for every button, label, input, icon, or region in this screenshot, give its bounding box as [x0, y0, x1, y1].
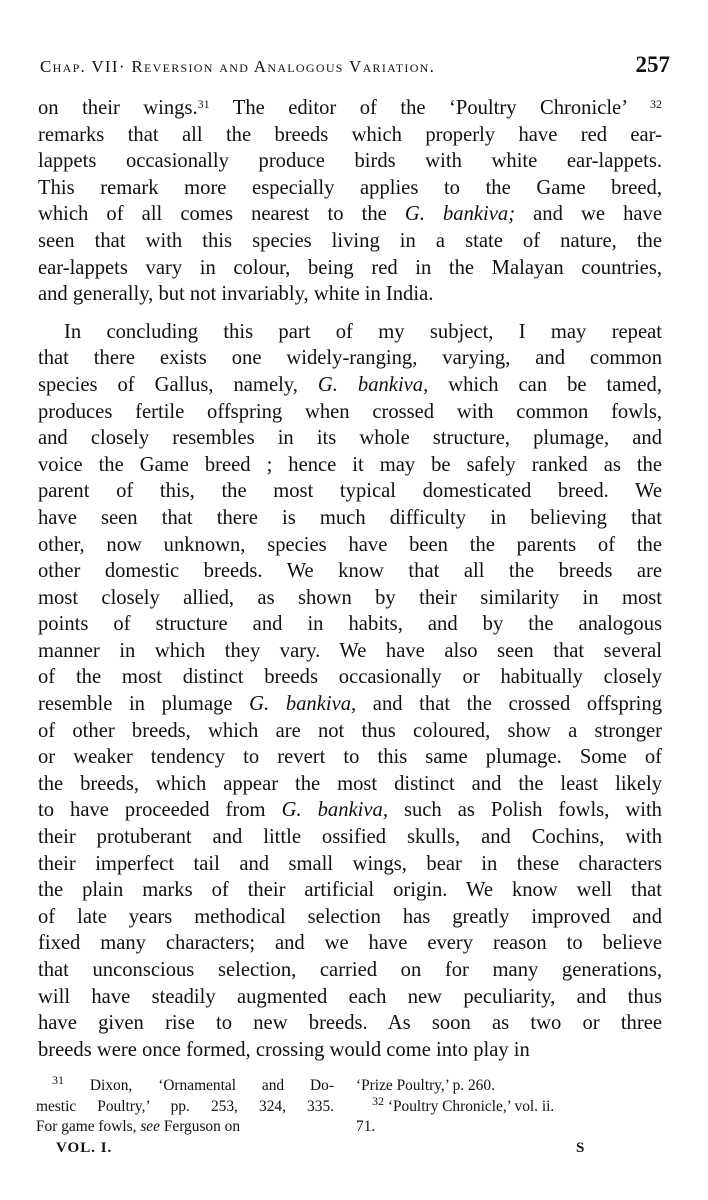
text-line [38, 585, 662, 612]
text-line [38, 452, 662, 479]
paragraph-gap [38, 308, 662, 319]
text-run: parent of this, the most typical domesticated breed. We [38, 480, 662, 503]
text-line [38, 228, 662, 255]
page-number: 257 [635, 52, 670, 77]
text-run: Ferguson on [159, 1118, 241, 1135]
text-run: seen that with this species living in a state of nature, the [38, 229, 662, 252]
text-line [38, 345, 662, 372]
text-run: In concluding this part of my subject, I may repeat [64, 320, 662, 343]
running-header [40, 52, 670, 86]
italic-text: see [140, 1118, 160, 1135]
text-line [38, 532, 662, 559]
italic-text: G. bankiva, [249, 693, 357, 716]
text-run: which of all comes nearest to the [38, 203, 405, 226]
text-run: mestic Poultry,’ pp. 253, 324, 335. [36, 1097, 334, 1115]
text-run: have seen that there is much difficulty in believing that [38, 506, 662, 529]
text-line [38, 664, 662, 691]
text-line [38, 1010, 662, 1037]
footnote-reference: 32 [372, 1096, 384, 1108]
text-run: such as Polish fowls, with [387, 799, 662, 822]
text-line [38, 122, 662, 149]
text-run: their imperfect tail and small wings, bear in these characters [38, 852, 662, 875]
text-line [38, 425, 662, 452]
text-run: This remark more especially applies to the Game breed, [38, 176, 662, 199]
text-run: breeds were once formed, crossing would come into play in [38, 1038, 530, 1061]
text-line [38, 1037, 662, 1064]
text-run: ‘Prize Poultry,’ p. 260. [356, 1077, 495, 1094]
text-line [38, 851, 662, 878]
text-line [38, 478, 662, 505]
text-run: species of Gallus, namely, [38, 373, 318, 396]
text-run: ‘Poultry Chronicle,’ vol. ii. [384, 1097, 555, 1115]
text-run: manner in which they vary. We have also seen that several [38, 639, 662, 662]
footnote-reference: 32 [650, 97, 662, 111]
text-run: most closely allied, as shown by their similarity in most [38, 586, 662, 609]
footnote-line [356, 1076, 644, 1097]
text-line [38, 148, 662, 175]
volume-signature: VOL. I. [56, 1140, 113, 1156]
text-line [38, 930, 662, 957]
text-run: to have proceeded from [38, 799, 282, 822]
text-line [38, 957, 662, 984]
text-run: that unconscious selection, carried on for many generations, [38, 959, 662, 981]
text-line [38, 558, 662, 585]
footnote-line [356, 1097, 644, 1118]
text-run: remarks that all the breeds which properly have red ear- [38, 123, 662, 146]
text-line [38, 984, 662, 1011]
text-run: lappets occasionally produce birds with white ear-lappets. [38, 150, 662, 173]
text-run: or weaker tendency to revert to this same plumage. Some of [38, 746, 662, 769]
text-run: which can be tamed, [428, 373, 662, 396]
text-run: of late years methodical selection has greatly improved and [38, 905, 662, 928]
footnote-reference: 31 [52, 1076, 64, 1087]
footnotes-left-column [36, 1076, 334, 1138]
text-run: ear-lappets vary in colour, being red in the Malayan countries, [38, 256, 662, 279]
text-line [38, 281, 662, 308]
text-line [38, 797, 662, 824]
text-line [38, 201, 662, 228]
footnote-line [356, 1117, 644, 1138]
text-run: 71. [356, 1118, 376, 1135]
text-run: points of structure and in habits, and by the analogous [38, 613, 662, 636]
text-run: For game fowls, [36, 1118, 141, 1135]
text-run: have given rise to new breeds. As soon as two or three [38, 1012, 662, 1035]
text-run: will have steadily augmented each new peculiarity, and thus [38, 985, 662, 1008]
text-line [38, 372, 662, 399]
text-run: and closely resembles in its whole structure, plumage, and [38, 427, 662, 450]
italic-text: G. bankiva, [281, 799, 388, 822]
footnote-line [36, 1097, 334, 1118]
text-run: of other breeds, which are not thus coloured, show a stronger [38, 719, 662, 742]
paragraph [38, 319, 662, 1064]
text-run: and we have [515, 203, 662, 226]
text-line [38, 744, 662, 771]
text-line [38, 691, 662, 718]
text-run: of the most distinct breeds occasionally or habitually closely [38, 666, 662, 689]
text-run: voice the Game breed ; hence it may be safely ranked as the [38, 453, 662, 476]
text-run: other, now unknown, species have been the parents of the [38, 533, 662, 556]
text-line [38, 95, 662, 122]
text-run: produces fertile offspring when crossed with common fowls, [38, 400, 662, 423]
text-run: that there exists one widely-ranging, varying, and common [38, 347, 662, 370]
text-line [38, 319, 662, 346]
text-line [38, 255, 662, 282]
footnotes-right-column [356, 1076, 644, 1138]
text-line [38, 904, 662, 931]
running-title: Chap. VII· Reversion and Analogous Variation. [40, 57, 436, 76]
footnote-line [36, 1117, 334, 1138]
text-run: and that the crossed offspring [356, 693, 662, 716]
italic-text: G. bankiva; [404, 203, 516, 226]
text-run: The editor of the ‘Poultry Chronicle’ [209, 97, 650, 119]
text-run: on their wings. [38, 97, 198, 119]
printer-signature-line [56, 1140, 608, 1162]
text-line [38, 175, 662, 202]
text-run: fixed many characters; and we have every reason to believe [38, 932, 662, 955]
text-line [38, 611, 662, 638]
text-line [38, 824, 662, 851]
text-run: Dixon, ‘Ornamental and Do- [64, 1077, 334, 1094]
footnote-reference: 31 [197, 97, 210, 111]
text-line [38, 638, 662, 665]
text-run: the plain marks of their artificial origin. We know well that [38, 879, 662, 902]
text-line [38, 399, 662, 426]
paragraph [38, 95, 662, 308]
text-run: resemble in plumage [38, 693, 250, 716]
text-line [38, 505, 662, 532]
text-line [38, 718, 662, 745]
text-run: their protuberant and little ossified skulls, and Cochins, with [38, 826, 662, 849]
italic-text: G. bankiva, [317, 373, 429, 396]
text-run: other domestic breeds. We know that all the breeds are [38, 560, 662, 583]
text-run: and generally, but not invariably, white in India. [38, 283, 434, 306]
text-line [38, 771, 662, 798]
text-line [38, 877, 662, 904]
footnotes [36, 1076, 662, 1138]
body-text [38, 95, 662, 1063]
gathering-signature: S [576, 1140, 586, 1156]
text-run: the breeds, which appear the most distinct and the least likely [38, 772, 662, 795]
footnote-line [36, 1076, 334, 1097]
